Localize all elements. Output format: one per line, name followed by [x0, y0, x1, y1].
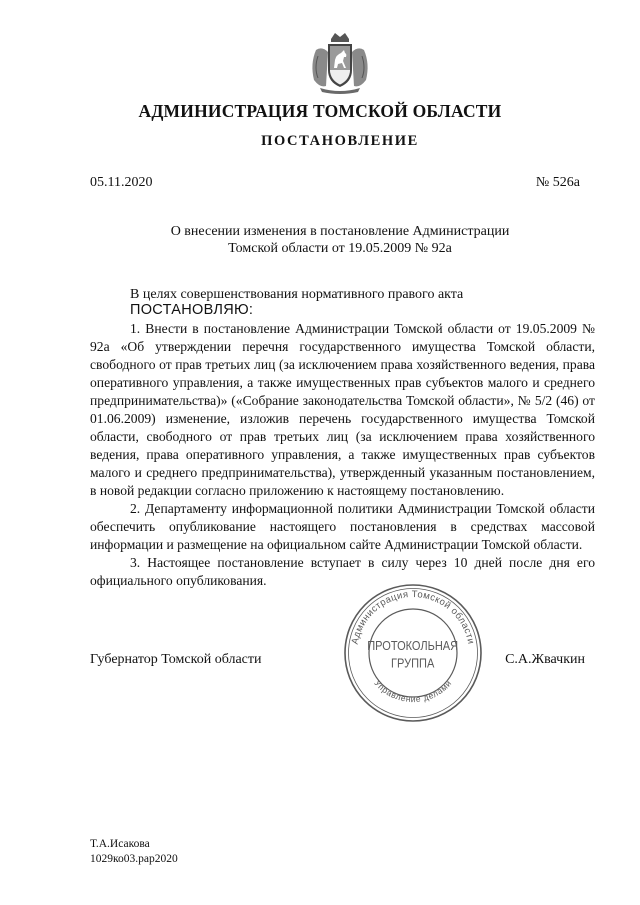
paragraph-1: 1. Внести в постановление Администрации Томской области от 19.05.2009 № 92а «Об утверждении перечня государственного имущества Томской области, свободного от прав третьих лиц (за исключением права хозяйственного ведения, права оперативного управления, а также имущественных прав субъектов малого и среднего предпринимательства)» («Собрание законодательства Томской области», № 5/2 (46) от 01.06.2009) изменение, изложив перечень государственного имущества Томской области, свободного от прав третьих лиц (за исключением права хозяйственного ведения, права оперативного управления, а также имущественных прав субъектов малого и среднего предпринимательства), утвержденный указанным постановлением, в новой редакции согласно приложению к настоящему постановлению.: [90, 321, 595, 498]
document-body: [90, 320, 595, 590]
executor-name: Т.А.Исакова: [90, 838, 150, 850]
coat-of-arms-emblem: [300, 30, 380, 96]
preamble-text: В целях совершенствования нормативного правого акта: [130, 287, 464, 302]
signer-position: Губернатор Томской области: [90, 652, 262, 667]
paragraph-2: 2. Департаменту информационной политики Администрации Томской области обеспечить опубликование настоящего постановления в средствах массовой информации и размещение на официальном сайте Администрации Томской области.: [90, 501, 595, 552]
organization-title: АДМИНИСТРАЦИЯ ТОМСКОЙ ОБЛАСТИ: [138, 101, 502, 121]
stamp-center-line-2: ГРУППА: [391, 655, 435, 671]
protocol-stamp: [340, 580, 486, 726]
document-date: 05.11.2020: [90, 175, 153, 190]
document-subject: [90, 223, 590, 257]
svg-text:Управление делами: [372, 678, 453, 704]
paragraph-3: 3. Настоящее постановление вступает в силу через 10 дней после дня его официального опубликования.: [90, 555, 595, 588]
svg-text:Администрация Томской области: [350, 589, 477, 645]
executor-info: [90, 837, 178, 867]
document-type-heading: ПОСТАНОВЛЕНИЕ: [261, 133, 419, 149]
decree-word: ПОСТАНОВЛЯЮ:: [130, 302, 254, 318]
subject-line-1: О внесении изменения в постановление Администрации: [170, 224, 510, 239]
stamp-ring-text-top: Администрация Томской области: [349, 588, 477, 646]
document-number: № 526а: [535, 175, 580, 190]
stamp-center-line-1: ПРОТОКОЛЬНАЯ: [367, 638, 459, 654]
subject-line-2: Томской области от 19.05.2009 № 92а: [228, 241, 452, 256]
stamp-ring-text-bottom: Управление делами: [372, 677, 454, 705]
executor-file-code: 1029ко03.рар2020: [90, 853, 178, 865]
signer-name: С.А.Жвачкин: [505, 652, 585, 667]
